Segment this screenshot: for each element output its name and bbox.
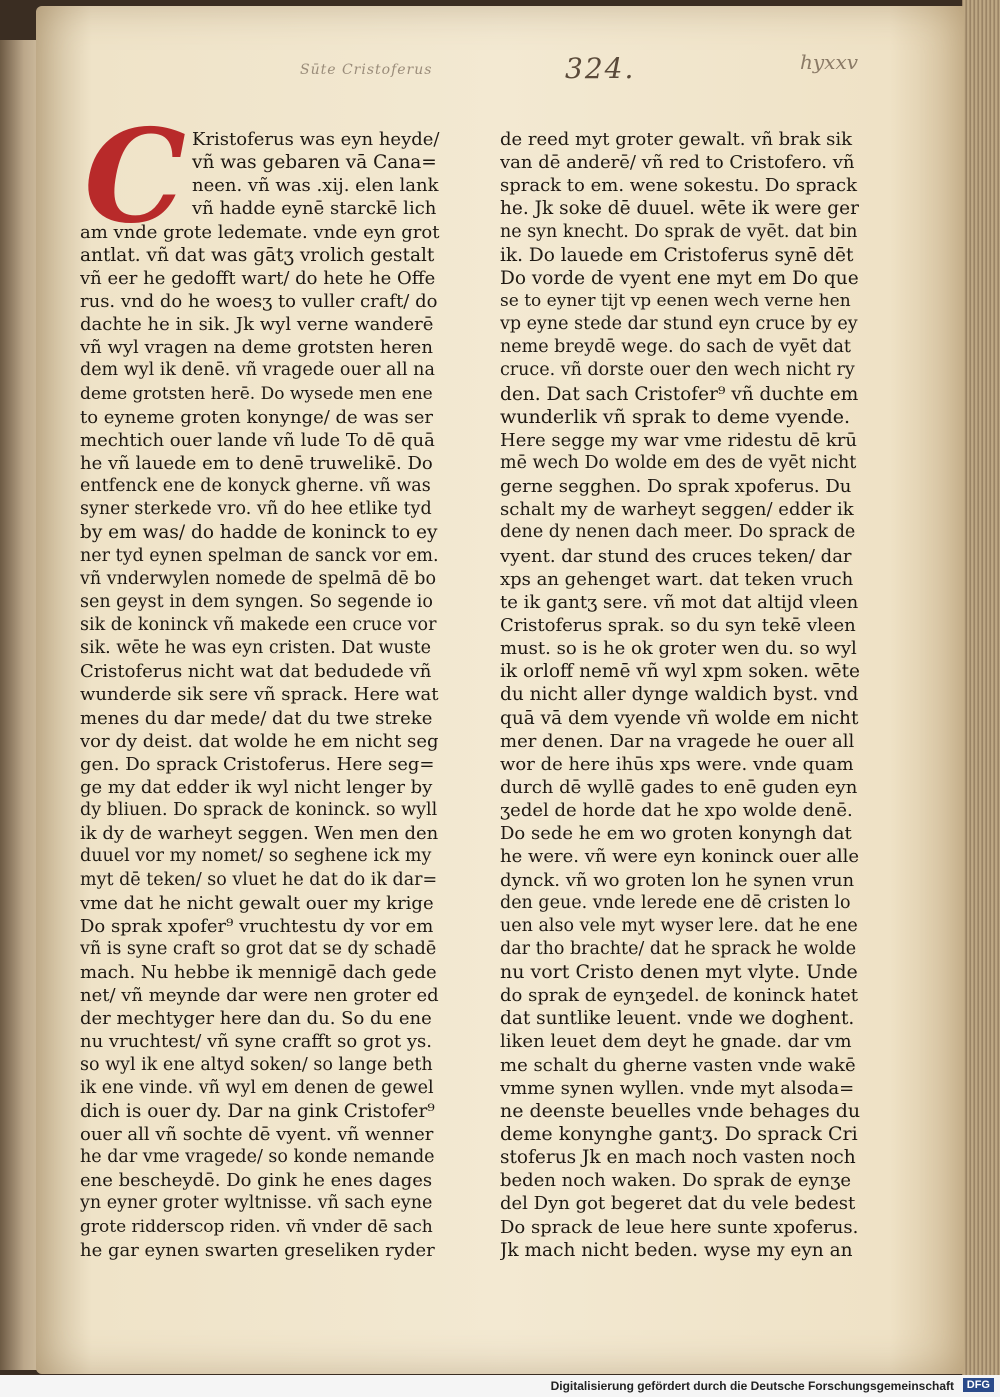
text-line: Do sprak xpofer⁹ vruchtestu dy vor em [80, 915, 434, 937]
text-line: vñ wyl vragen na deme grotsten heren [80, 337, 433, 359]
text-line: yn eyner groter wyltnisse. vñ sach eyne [80, 1193, 433, 1214]
text-line: sik de koninck vñ makede een cruce vor [80, 614, 437, 635]
text-line: ne syn knecht. Do sprak de vyēt. dat bin [500, 221, 858, 242]
text-line: uen also vele myt wyser lere. dat he ene [500, 915, 858, 936]
text-line: den geue. vnde lerede ene dē cristen lo [500, 892, 851, 913]
text-line: sik. wēte he was eyn cristen. Dat wuste [80, 638, 432, 659]
text-line: wunderlik vñ sprak to deme vyende. [500, 405, 851, 428]
text-line: Jk mach nicht beden. wyse my eyn an [500, 1239, 853, 1261]
text-line: sprack to em. wene sokestu. Do sprack [500, 175, 858, 197]
text-line: ge my dat edder ik wyl nicht lenger by [80, 776, 433, 798]
text-line: Cristoferus nicht wat dat bedudede vñ [80, 661, 432, 683]
text-line: vmme synen wyllen. vnde myt alsoda= [500, 1077, 855, 1099]
text-line: mē wech Do wolde em des de vyēt nicht [500, 452, 857, 473]
text-line: he. Jk soke dē duuel. wēte ik were ger [500, 198, 859, 220]
text-line: by em was/ do hadde de koninck to ey [80, 522, 438, 544]
folio-number: 324. [565, 52, 636, 85]
text-line: van dē anderē/ vñ red to Cristofero. vñ [500, 152, 855, 174]
text-line: wunderde sik sere vñ sprack. Here wat [80, 684, 439, 706]
text-line: rus. vnd do he woesʒ to vuller craft/ do [80, 290, 438, 312]
text-line: dat suntlike leuent. vnde we doghent. [500, 1008, 855, 1030]
text-line: dachte he in sik. Jk wyl verne wanderē [80, 314, 434, 336]
text-line: nu vort Cristo denen myt vlyte. Unde [500, 961, 858, 984]
text-line: wor de here ihūs xps were. vnde quam [500, 753, 854, 775]
text-line: duuel vor my nomet/ so seghene ick my [80, 846, 432, 867]
text-line: he gar eynen swarten greseliken ryder [80, 1239, 435, 1261]
text-line: dem wyl ik denē. vñ vragede ouer all na [80, 360, 435, 381]
text-line: Do vorde de vyent ene myt em Do que [500, 267, 859, 289]
text-line: vñ hadde eynē starckē lich [192, 198, 437, 220]
text-line: vme dat he nicht gewalt ouer my krige [80, 892, 434, 914]
text-line: syner sterkede vro. vñ do hee etlike tyd [80, 499, 432, 520]
text-line: ik orloff nemē vñ wyl xpm soken. wēte [500, 661, 860, 683]
text-line: cruce. vñ dorste ouer den wech nicht ry [500, 360, 855, 381]
right-text-column [500, 128, 860, 1262]
page-block-edges [962, 0, 1000, 1380]
text-line: neme breydē wege. do sach de vyēt dat [500, 337, 851, 358]
text-line: antlat. vñ dat was gātʒ vrolich gestalt [80, 244, 435, 266]
text-line: dynck. vñ wo groten lon he synen vrun [500, 869, 855, 891]
text-line: beden noch waken. Do sprak de eynʒe [500, 1170, 852, 1192]
text-line: net/ vñ meynde dar were nen groter ed [80, 985, 439, 1007]
text-line: dar tho brachte/ dat he sprack he wolde [500, 938, 857, 959]
text-line: durch dē wyllē gades to enē guden eyn [500, 776, 858, 798]
text-line: den. Dat sach Cristofer⁹ vñ duchte em [500, 383, 859, 405]
text-line: der mechtyger here dan du. So du ene [80, 1008, 432, 1030]
text-line: ene bescheydē. Do gink he enes dages [80, 1170, 433, 1192]
header-note-right: hyxxv [800, 50, 859, 74]
text-line: ik. Do lauede em Cristoferus synē dēt [500, 244, 854, 266]
text-line: he were. vñ were eyn koninck ouer alle [500, 846, 860, 868]
text-line: menes du dar mede/ dat du twe strеke [80, 707, 433, 729]
text-line: vñ was gebaren vā Cana= [192, 152, 437, 174]
text-line: mer denen. Dar na vragede he ouer all [500, 730, 855, 752]
text-line: mach. Nu hebbe ik mennigē dach gede [80, 962, 437, 984]
text-line: liken leuet dem deyt he gnade. dar vm [500, 1031, 852, 1053]
text-line: Do sprack de leue here sunte xpoferus. [500, 1216, 859, 1238]
text-line: mechtich ouer lande vñ lude To dē quā [80, 429, 435, 451]
text-line: Do sede he em wo groten konyngh dat [500, 823, 852, 845]
text-line: me schalt du gherne vasten vnde wakē [500, 1054, 856, 1076]
text-line: neen. vñ was .xij. elen lank [192, 175, 439, 197]
text-line: xps an gehenget wart. dat teken vruch [500, 568, 854, 590]
text-line: must. so is he ok groter wen du. so wyl [500, 638, 857, 660]
text-line: he dar vme vragede/ so konde nemande [80, 1147, 435, 1168]
text-line: deme grotsten herē. Do wysede men ene [80, 383, 433, 404]
text-line: vp eyne stede dar stund eyn cruce by ey [500, 314, 858, 335]
text-line: gerne segghen. Do sprak xpoferus. Du [500, 476, 852, 498]
text-line: nu vruchtest/ vñ syne crafft so grot ys. [80, 1031, 432, 1053]
text-line: do sprak de eynʒedel. de koninck hatet [500, 985, 859, 1007]
dfg-logo: DFG [963, 1378, 994, 1392]
text-line: del Dyn got begeret dat du vele bedest [500, 1193, 856, 1215]
footer-credit: Digitalisierung gefördert durch die Deutsche Forschungsgemeinschaft [550, 1379, 954, 1393]
left-text-column [80, 128, 440, 1262]
text-line: de reed myt groter gewalt. vñ brak sik [500, 129, 853, 150]
text-line: Kristoferus was eyn heyde/ [192, 129, 440, 150]
text-line: vñ vnderwylen nomede de spelmā dē bo [80, 568, 437, 589]
text-line: ik ene vinde. vñ wyl em denen de gewel [80, 1077, 434, 1098]
text-line: entfenck ene de konyck gherne. vñ was [80, 476, 431, 497]
text-line: gen. Do sprack Cristoferus. Here seg= [80, 753, 435, 775]
text-line: grote ridderscop riden. vñ vnder dē sach [80, 1216, 433, 1237]
text-line: vñ eer he gedofft wart/ do hete he Offe [80, 267, 436, 289]
text-line: deme konynghe gantʒ. Do sprack Cri [500, 1123, 858, 1146]
text-line: dy bliuen. Do sprack de koninck. so wyll [80, 800, 438, 821]
rubricated-initial: C [84, 102, 186, 252]
text-line: ouer all vñ sochte dē vyent. vñ wenner [80, 1124, 434, 1146]
text-line: vñ is syne craft so grot dat se dy schadē [80, 938, 437, 959]
text-line: ik dy de warheyt seggen. Wen men den [80, 823, 439, 845]
text-line: ʒedel de horde dat he xpo wolde denē. [500, 800, 853, 822]
text-line: dich is ouer dy. Dar na gink Cristofer⁹ [80, 1100, 435, 1122]
text-line: schalt my de warheyt seggen/ edder ik [500, 499, 854, 521]
text-line: vor dy deist. dat wolde he em nicht seg [80, 730, 439, 752]
text-line: stoferus Jk en mach noch vasten noch [500, 1147, 856, 1169]
text-line: ner tyd eynen spelman de sanck vor em. [80, 545, 439, 566]
text-line: du nicht aller dynge waldich byst. vnd [500, 684, 859, 706]
text-line: vyent. dar stund des cruces teken/ dar [500, 545, 852, 567]
text-line: te ik gantʒ sere. vñ mot dat altijd vleen [500, 591, 859, 613]
text-line: Cristoferus sprak. so du syn tekē vleen [500, 614, 856, 636]
text-line: quā vā dem vyende vñ wolde em nicht [500, 707, 859, 729]
text-line: am vnde grote ledemate. vnde eyn grot [80, 221, 440, 243]
text-line: myt dē teken/ so vluet he dat do ik dar= [80, 869, 438, 890]
text-line: se to eyner tijt vp eenen wech verne hen [500, 290, 851, 311]
text-line: ne deenste beuelles vnde behages du [500, 1099, 860, 1122]
text-line: he vñ lauede em to denē truwelikē. Do [80, 452, 433, 474]
text-line: sen geyst in dem syngen. So segende io [80, 591, 433, 612]
digitization-footer [0, 1375, 1000, 1397]
text-line: Here segge my war vme ridestu dē krū [500, 429, 857, 451]
header-margin-note: Sūte Cristoferus [300, 62, 433, 78]
text-line: so wyl ik ene altyd soken/ so lange beth [80, 1054, 433, 1075]
text-line: dene dy nenen dach meer. Do sprack de [500, 522, 856, 543]
text-line: to eyneme groten konynge/ de was ser [80, 406, 434, 428]
